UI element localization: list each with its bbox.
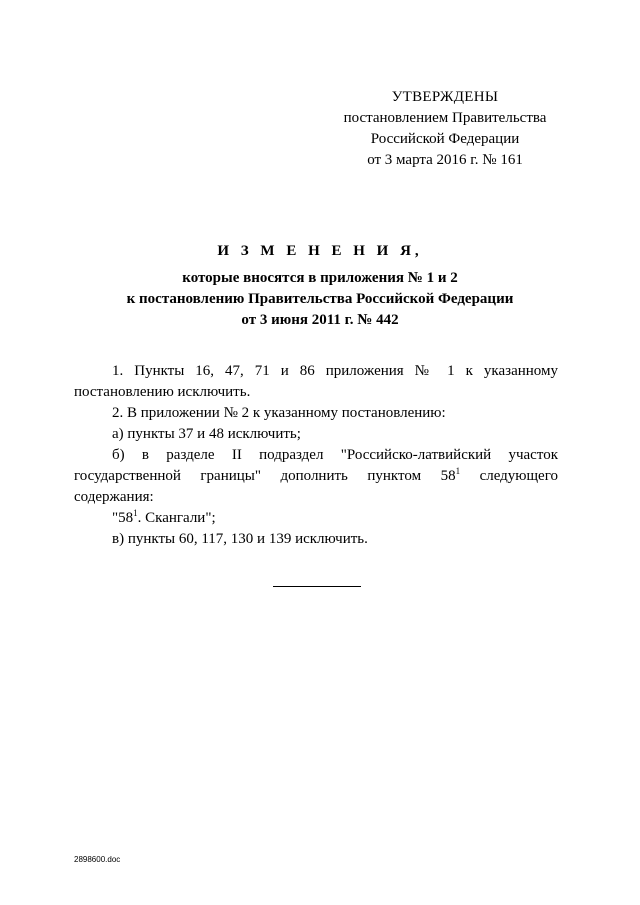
document-body (74, 361, 558, 550)
item-2b-line-2-text: государственной границы" дополнить пунктом 58 (74, 468, 456, 484)
item-2c: в) пункты 60, 117, 130 и 139 исключить. (112, 531, 368, 547)
item-1-line-1: 1. Пункты 16, 47, 71 и 86 приложения № 1 к указанному (112, 363, 558, 379)
item-2b-line-3: содержания: (74, 489, 154, 505)
item-2: 2. В приложении № 2 к указанному постановлению: (112, 405, 446, 421)
item-1-line-2: постановлению исключить. (74, 384, 251, 400)
document-heading (60, 241, 580, 331)
item-2b-line-1: б) в разделе II подраздел "Российско-латвийский участок (112, 447, 558, 463)
approval-stamp (340, 87, 550, 171)
footer-filename: 2898600.doc (74, 855, 121, 864)
approval-title: УТВЕРЖДЕНЫ (391, 89, 499, 105)
item-2a: а) пункты 37 и 48 исключить; (112, 426, 301, 442)
quoted-item (74, 508, 558, 529)
approval-line-2: Российской Федерации (370, 131, 520, 147)
heading-line-2: к постановлению Правительства Российской Федерации (126, 291, 514, 307)
superscript: 1 (133, 508, 138, 518)
approval-line-1: постановлением Правительства (343, 110, 547, 126)
approval-line-3: от 3 марта 2016 г. № 161 (367, 152, 523, 168)
heading-title: И З М Е Н Е Н И Я, (217, 243, 423, 259)
heading-line-1: которые вносятся в приложения № 1 и 2 (182, 270, 458, 286)
superscript: 1 (455, 466, 461, 476)
quoted-item-start: "58 (112, 510, 134, 526)
closing-rule (273, 586, 361, 587)
heading-line-3: от 3 июня 2011 г. № 442 (241, 312, 399, 328)
item-2b-line-2 (74, 466, 558, 487)
quoted-item-end: . Скангали"; (137, 510, 216, 526)
item-2b-line-2-end: следующего (460, 468, 558, 484)
